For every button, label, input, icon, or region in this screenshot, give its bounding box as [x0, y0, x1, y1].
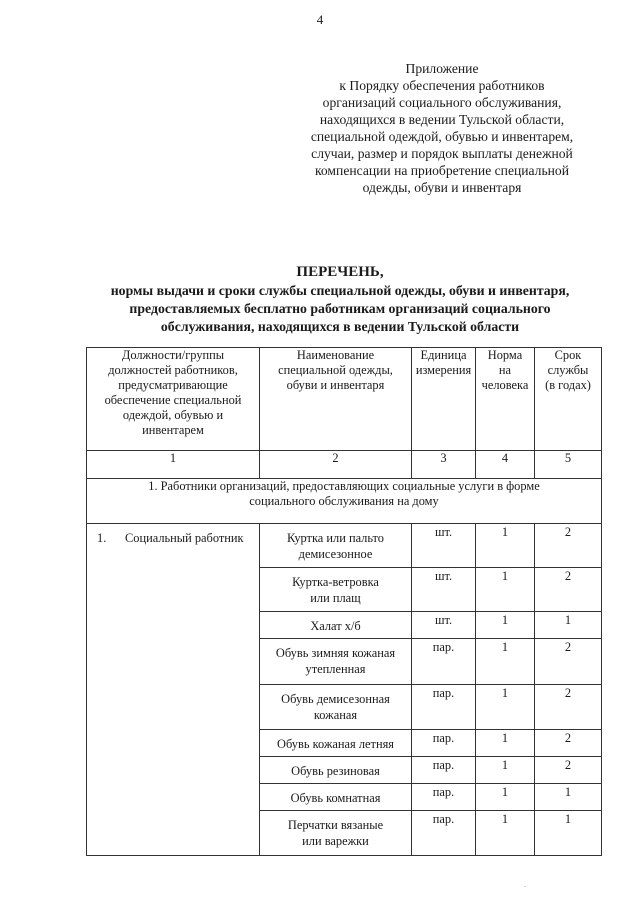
scan-mark: .	[524, 880, 526, 889]
item-unit: пар.	[412, 685, 476, 730]
title-main: ПЕРЕЧЕНЬ,	[296, 264, 384, 280]
item-name: Перчатки вязаные или варежки	[260, 811, 412, 856]
position-name: Социальный работник	[125, 531, 244, 545]
column-number-row	[87, 451, 602, 479]
items-body	[87, 524, 602, 856]
item-unit: пар.	[412, 757, 476, 784]
document-title	[60, 262, 620, 336]
appendix-line: находящихся в ведении Тульской области,	[319, 112, 565, 127]
item-term: 2	[535, 568, 602, 612]
item-name: Куртка-ветровка или плащ	[260, 568, 412, 612]
item-unit: пар.	[412, 811, 476, 856]
item-norm: 1	[476, 685, 535, 730]
appendix-line: случаи, размер и порядок выплаты денежной	[311, 146, 573, 161]
column-number: 2	[260, 451, 412, 479]
item-term: 1	[535, 811, 602, 856]
item-norm: 1	[476, 811, 535, 856]
item-norm: 1	[476, 612, 535, 639]
header-position: Должности/группы должностей работников, предусматривающие обеспечение специальной одеждой, обувью и инвентарем	[87, 348, 260, 451]
appendix-line: Приложение	[405, 61, 479, 76]
item-norm: 1	[476, 639, 535, 685]
title-line: обслуживания, находящихся в ведении Тульской области	[160, 319, 520, 334]
item-name: Халат х/б	[260, 612, 412, 639]
item-name: Куртка или пальто демисезонное	[260, 524, 412, 568]
column-number: 5	[535, 451, 602, 479]
page-number: 4	[316, 12, 324, 27]
item-term: 2	[535, 757, 602, 784]
header-unit: Единица измерения	[412, 348, 476, 451]
appendix-line: специальной одеждой, обувью и инвентарем,	[310, 129, 574, 144]
item-term: 2	[535, 639, 602, 685]
item-norm: 1	[476, 524, 535, 568]
section-title: 1. Работники организаций, предоставляющих социальные услуги в форме социального обслуживания на дому	[87, 479, 602, 524]
column-number: 1	[87, 451, 260, 479]
appendix-line: одежды, обуви и инвентаря	[362, 180, 522, 195]
item-unit: шт.	[412, 524, 476, 568]
item-name: Обувь кожаная летняя	[260, 730, 412, 757]
item-norm: 1	[476, 568, 535, 612]
header-item-name: Наименование специальной одежды, обуви и инвентаря	[260, 348, 412, 451]
appendix-line: к Порядку обеспечения работников	[339, 78, 545, 93]
item-term: 2	[535, 524, 602, 568]
item-name: Обувь демисезонная кожаная	[260, 685, 412, 730]
item-norm: 1	[476, 730, 535, 757]
item-unit: шт.	[412, 568, 476, 612]
item-norm: 1	[476, 757, 535, 784]
item-term: 1	[535, 784, 602, 811]
item-unit: шт.	[412, 612, 476, 639]
item-term: 2	[535, 685, 602, 730]
item-unit: пар.	[412, 730, 476, 757]
header-term: Срок службы (в годах)	[535, 348, 602, 451]
table-row	[87, 524, 602, 568]
title-line: предоставляемых бесплатно работникам организаций социального	[129, 301, 551, 316]
item-name: Обувь комнатная	[260, 784, 412, 811]
item-term: 1	[535, 612, 602, 639]
column-number: 3	[412, 451, 476, 479]
norms-table	[86, 347, 602, 856]
item-norm: 1	[476, 784, 535, 811]
item-unit: пар.	[412, 639, 476, 685]
item-unit: пар.	[412, 784, 476, 811]
position-cell	[87, 524, 260, 856]
appendix-heading	[282, 60, 602, 196]
column-number: 4	[476, 451, 535, 479]
section-row	[87, 479, 602, 524]
header-row	[87, 348, 602, 451]
appendix-line: организаций социального обслуживания,	[322, 95, 562, 110]
item-name: Обувь зимняя кожаная утепленная	[260, 639, 412, 685]
appendix-line: компенсации на приобретение специальной	[314, 163, 570, 178]
title-line: нормы выдачи и сроки службы специальной одежды, обуви и инвентаря,	[110, 283, 570, 298]
item-term: 2	[535, 730, 602, 757]
item-name: Обувь резиновая	[260, 757, 412, 784]
header-norm: Норма на человека	[476, 348, 535, 451]
position-index: 1.	[97, 531, 107, 545]
